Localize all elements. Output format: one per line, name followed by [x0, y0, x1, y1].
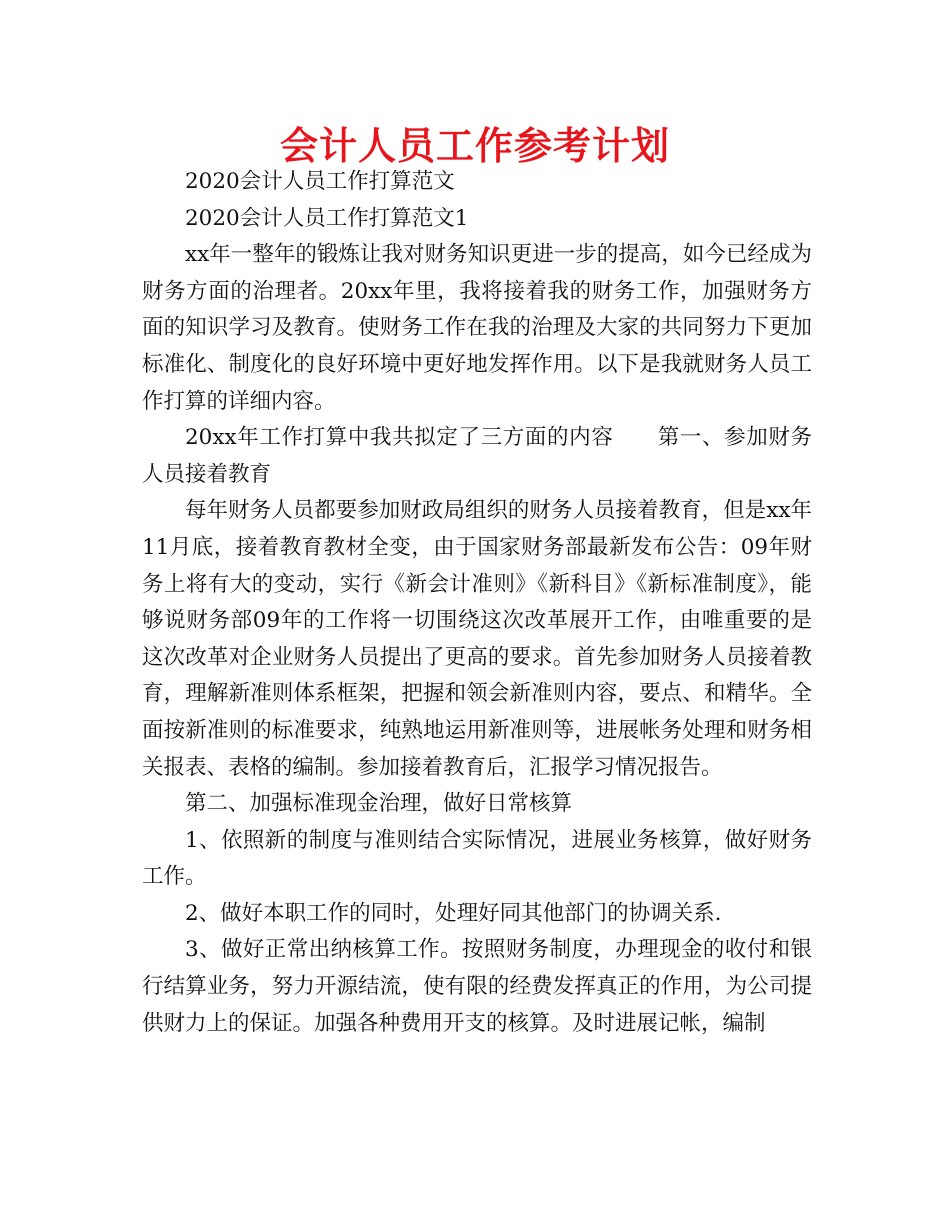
- paragraph-intro: xx年一整年的锻炼让我对财务知识更进一步的提高，如今已经成为财务方面的治理者。20xx年里，我将接着我的财务工作，加强财务方面的知识学习及教育。使财务工作在我的治理及大家的共同努力下更加标准化、制度化的良好环境中更好地发挥作用。以下是我就财务人员工作打算的详细内容。: [142, 242, 812, 414]
- document-title: 会计人员工作参考计划: [279, 124, 670, 168]
- paragraph-continuing-education: 每年财务人员都要参加财政局组织的财务人员接着教育，但是xx年11月底，接着教育教材全变，由于国家财务部最新发布公告：09年财务上将有大的变动，实行《新会计准则》《新科目》《新标准制度》，能够说财务部09年的工作将一切围绕这次改革展开工作，由唯重要的是这次改革对企业财务人员提出了更高的要求。首先参加财务人员接着教育，理解新准则体系框架，把握和领会新准则内容，要点、和精华。全面按新准则的标准要求，纯熟地运用新准则等，进展帐务处理和财务相关报表、表格的编制。参加接着教育后，汇报学习情况报告。: [142, 498, 812, 780]
- document-body: [142, 164, 812, 1042]
- paragraph-section-two-heading: 第二、加强标准现金治理，做好日常核算: [185, 791, 573, 817]
- paragraph-subtitle: 2020会计人员工作打算范文: [185, 169, 455, 194]
- paragraph-plan-overview: 20xx年工作打算中我共拟定了三方面的内容 第一、参加财务人员接着教育: [142, 425, 812, 487]
- paragraph-item-2: 2、做好本职工作的同时，处理好同其他部门的协调关系.: [185, 900, 722, 926]
- paragraph-item-3: 3、做好正常出纳核算工作。按照财务制度，办理现金的收付和银行结算业务，努力开源结流，使有限的经费发挥真正的作用，为公司提供财力上的保证。加强各种费用开支的核算。及时进展记帐，编制: [142, 937, 812, 1036]
- paragraph-subtitle-1: 2020会计人员工作打算范文1: [185, 205, 469, 231]
- paragraph-item-1: 1、依照新的制度与准则结合实际情况，进展业务核算，做好财务工作。: [142, 827, 812, 890]
